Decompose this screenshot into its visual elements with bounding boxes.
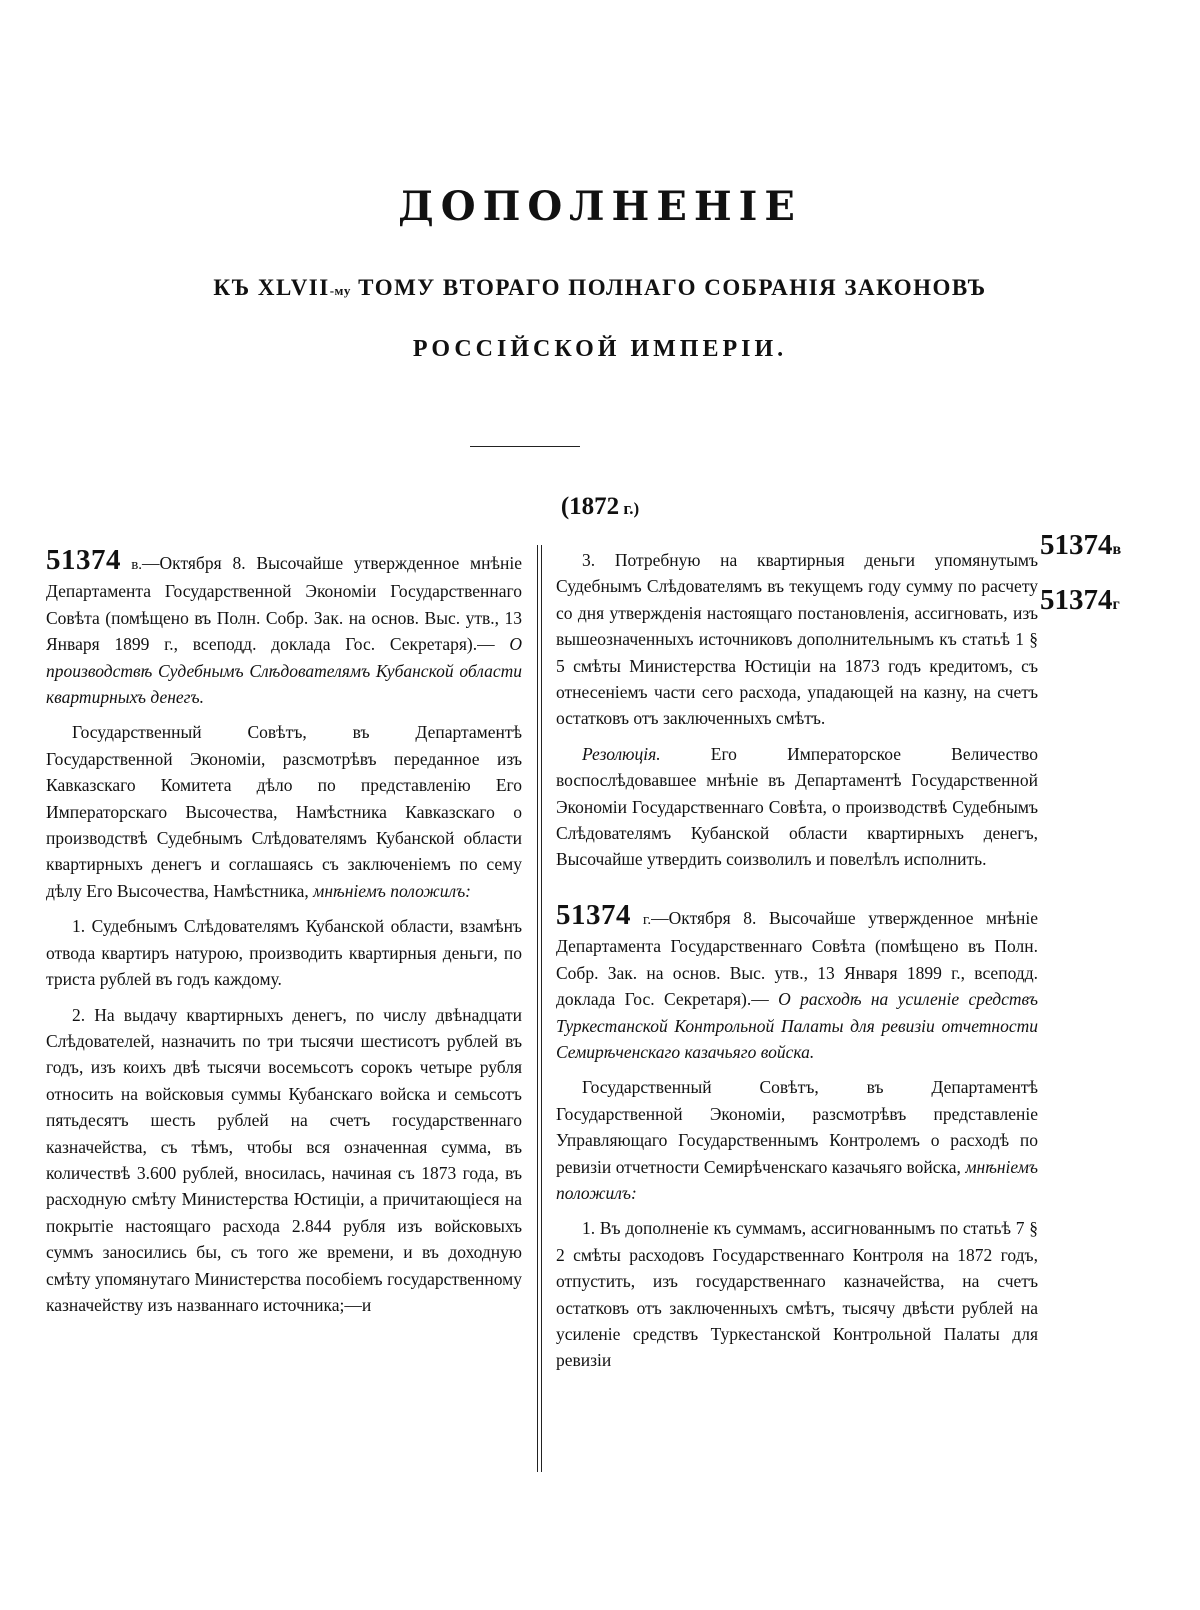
body-paragraph	[556, 1074, 1038, 1206]
right-column	[556, 547, 1038, 1383]
subtitle-part2: ТОМУ ВТОРАГО ПОЛНАГО СОБРАНІЯ ЗАКОНОВЪ	[358, 275, 987, 300]
document-title: ДОПОЛНЕНІЕ	[398, 183, 802, 230]
subtitle-suffix: -му	[329, 283, 351, 298]
list-item: 3. Потребную на квартирныя деньги упомянутымъ Судебнымъ Слѣдователямъ въ текущемъ году сумму по расчету со дня утвержденія настоящаго постановленія, ассигновать, изъ вышеозначенныхъ источниковъ дополнительнымъ къ статьѣ 1 § 5 смѣты Министерства Юстиціи на 1873 годъ кредитомъ, съ отнесеніемъ части сего расхода, упадающей на казну, на счетъ остатковъ отъ заключенныхъ смѣтъ.	[556, 550, 1038, 729]
margin-entry-number-1	[1040, 529, 1121, 562]
paragraph-resolution: мнѣніемъ положилъ:	[556, 1156, 1038, 1203]
column-divider	[537, 545, 542, 1472]
paragraph-text: Государственный Совѣтъ, въ Департаментѣ Государственной Экономіи, разсмотрѣвъ представленіе Управляющаго Государственнымъ Контролемъ о расходѣ по ревизіи отчетности Семирѣченскаго казачьяго войска,	[556, 1077, 1038, 1177]
margin-letter: в	[1112, 541, 1122, 558]
margin-letter: г	[1112, 596, 1120, 613]
margin-number: 51374	[1040, 529, 1113, 561]
resolution-text: Его Императорское Величество воспослѣдовавшее мнѣніе въ Департаментѣ Государственной Экономіи Государственнаго Совѣта, о производствѣ Судебнымъ Слѣдователямъ Кубанской области квартирныхъ денегъ, Высочайше утвердить соизволилъ и повелѣлъ исполнить.	[556, 743, 1038, 870]
entry-heading: —Октября 8. Высочайше утвержденное мнѣніе Департамента Государственнаго Совѣта (помѣщено въ Полн. Собр. Зак. на основ. Выс. утв., 13 Января 1899 г., всеподд. доклада Гос. Секретаря).—	[556, 907, 1038, 1010]
year-heading	[0, 493, 1200, 521]
left-column	[46, 544, 522, 1327]
entry-heading-paragraph	[556, 898, 1038, 1065]
entry-heading: —Октября 8. Высочайше утвержденное мнѣніе Департамента Государственной Экономіи Государственнаго Совѣта (помѣщено въ Полн. Собр. Зак. на основ. Выс. утв., 13 Января 1899 г., всеподд. доклада Гос. Секретаря).—	[46, 553, 522, 655]
entry-subject: О производствѣ Судебнымъ Слѣдователямъ Кубанской области квартирныхъ денегъ.	[46, 634, 522, 708]
body-paragraph	[46, 719, 522, 904]
entry-number: 51374	[46, 544, 121, 576]
document-subtitle	[0, 275, 1200, 301]
margin-entry-number-2	[1040, 584, 1120, 617]
resolution-paragraph	[556, 741, 1038, 873]
resolution-label: Резолюція.	[582, 743, 661, 764]
entry-heading-paragraph	[46, 544, 522, 710]
subtitle-part1: КЪ XLVII	[213, 275, 330, 300]
margin-number: 51374	[1040, 584, 1113, 616]
list-item: 1. Судебнымъ Слѣдователямъ Кубанской области, взамѣнъ отвода квартиръ натурою, производить квартирныя деньги, по триста рублей въ годъ каждому.	[46, 916, 522, 990]
year-suffix: г.)	[619, 499, 640, 518]
list-item: 2. На выдачу квартирныхъ денегъ, по числу двѣнадцати Слѣдователей, назначить по три тысячи шестисотъ рублей въ годъ, изъ коихъ двѣ тысячи восемьсотъ сорокъ четыре рубля относить на войсковыя суммы Кубанскаго войска и семьсотъ пятьдесятъ шесть рублей на счетъ государственнаго казначейства, съ тѣмъ, чтобы вся означенная сумма, въ количествѣ 3.600 рублей, вносилась, начиная съ 1873 года, въ расходную смѣту Министерства Юстиціи, а причитающіеся на покрытіе настоящаго расхода 2.844 рубля изъ войсковыхъ суммъ заносились бы, съ того же времени, и въ доходную смѣту упомянутаго Министерства пособіемъ государственному казначейству изъ названнаго источника;—и	[46, 1004, 522, 1315]
entry-letter: г.	[631, 911, 652, 928]
entry-number: 51374	[556, 898, 631, 931]
list-item: 1. Въ дополненіе къ суммамъ, ассигнованнымъ по статьѣ 7 § 2 смѣты расходовъ Государственнаго Контроля на 1872 годъ, отпустить, изъ государственнаго казначейства, на счетъ остатковъ отъ заключенныхъ смѣтъ, тысячу двѣсти рублей на усиленіе средствъ Туркестанской Контрольной Палаты для ревизіи	[556, 1218, 1038, 1371]
paragraph-text: Государственный Совѣтъ, въ Департаментѣ Государственной Экономіи, разсмотрѣвъ переданное изъ Кавказскаго Комитета дѣло по представленію Его Императорскаго Высочества, Намѣстника Кавказскаго о производствѣ Судебнымъ Слѣдователямъ Кубанской области квартирныхъ денегъ и соглашаясь съ заключеніемъ по сему дѣлу Его Высочества, Намѣстника,	[46, 722, 522, 901]
entry-letter: в.	[121, 557, 143, 573]
paragraph-resolution: мнѣніемъ положилъ:	[313, 880, 471, 901]
title-divider	[470, 446, 580, 447]
year-value: (1872	[560, 493, 620, 520]
document-subtitle-line2: РОССІЙСКОЙ ИМПЕРІИ.	[412, 336, 788, 362]
entry-subject: О расходѣ на усиленіе средствъ Туркестанской Контрольной Палаты для ревизіи отчетности Семирѣченскаго казачьяго войска.	[556, 989, 1038, 1062]
